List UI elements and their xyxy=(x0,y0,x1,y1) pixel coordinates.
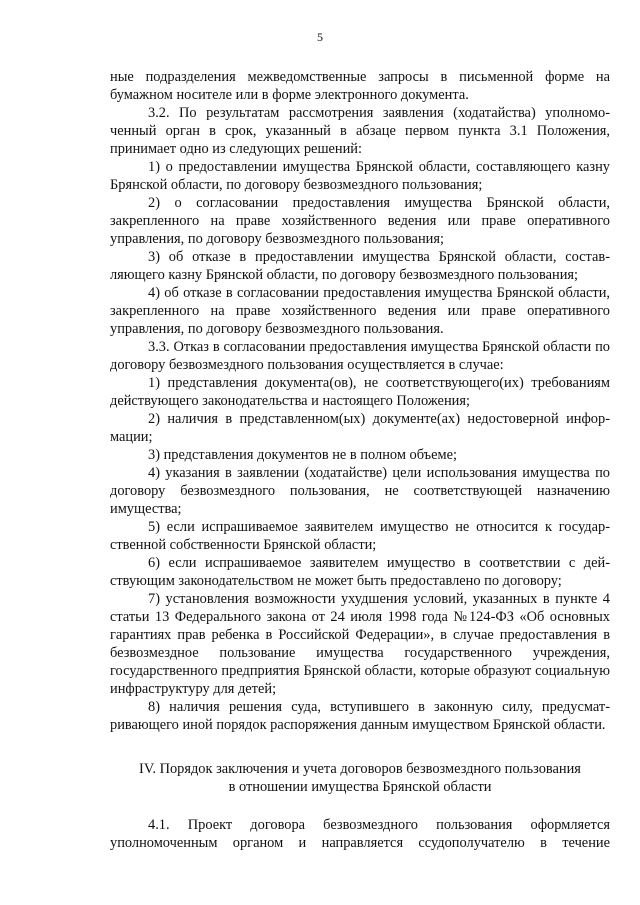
list-item-3-3-8: 8) наличия решения суда, вступившего в законную силу, предусматривающего иной порядок распоряжения данным имуществом Брянской области. xyxy=(110,699,610,733)
list-item-3-3-1: 1) представления документа(ов), не соответствующего(их) требованиям действующего законодательства и настоящего Положения; xyxy=(110,375,610,409)
section-heading-line-1: IV. Порядок заключения и учета договоров безвозмездного пользования xyxy=(139,761,581,777)
paragraph-4-1: 4.1. Проект договора безвозмездного пользования оформляется уполномоченным органом и направляется ссудополучателю в течение xyxy=(110,817,610,851)
list-item-3-2-3: 3) об отказе в предоставлении имущества Брянской области, составляющего казну Брянской области, по договору безвозмездного пользования; xyxy=(110,249,610,283)
section-heading xyxy=(110,760,610,796)
list-item-3-2-2: 2) о согласовании предоставления имущества Брянской области, закрепленного на праве хозяйственного ведения или праве оперативного управления, по договору безвозмездного пользования; xyxy=(110,195,610,247)
page-number: 5 xyxy=(317,30,323,44)
list-item-3-3-4: 4) указания в заявлении (ходатайстве) цели использования имущества по договору безвозмездного пользования, не соответствующей назначению имущества; xyxy=(110,465,610,517)
document-body xyxy=(110,68,610,852)
list-item-3-3-2: 2) наличия в представленном(ых) документе(ах) недостоверной информации; xyxy=(110,411,610,445)
list-item-3-2-4: 4) об отказе в согласовании предоставления имущества Брянской области, закрепленного на праве хозяйственного ведения или праве оперативного управления, по договору безвозмездного пользования. xyxy=(110,285,610,337)
list-item-3-3-7: 7) установления возможности ухудшения условий, указанных в пункте 4 статьи 13 Федерального закона от 24 июля 1998 года №124-ФЗ «Об основных гарантиях прав ребенка в Российской Федерации», в случае предоставления в безвозмездное пользование имущества государственного учреждения, государственного предприятия Брянской области, которые образуют социальную инфраструктуру для детей; xyxy=(110,591,610,697)
paragraph-3-2: 3.2. По результатам рассмотрения заявления (ходатайства) уполномоченный орган в срок, указанный в абзаце первом пункта 3.1 Положения, принимает одно из следующих решений: xyxy=(110,105,610,157)
paragraph-3-3: 3.3. Отказ в согласовании предоставления имущества Брянской области по договору безвозмездного пользования осуществляется в случае: xyxy=(110,339,610,373)
list-item-3-3-5: 5) если испрашиваемое заявителем имущество не относится к государственной собственности Брянской области; xyxy=(110,519,610,553)
paragraph-continuation: ные подразделения межведомственные запросы в письменной форме на бумажном носителе или в форме электронного документа. xyxy=(110,69,610,103)
list-item-3-2-1: 1) о предоставлении имущества Брянской области, составляющего казну Брянской области, по договору безвозмездного пользования; xyxy=(110,159,610,193)
list-item-3-3-3: 3) представления документов не в полном объеме; xyxy=(148,447,457,463)
list-item-3-3-6: 6) если испрашиваемое заявителем имущество в соответствии с действующим законодательством не может быть предоставлено по договору; xyxy=(110,555,610,589)
section-heading-line-2: в отношении имущества Брянской области xyxy=(228,779,492,795)
